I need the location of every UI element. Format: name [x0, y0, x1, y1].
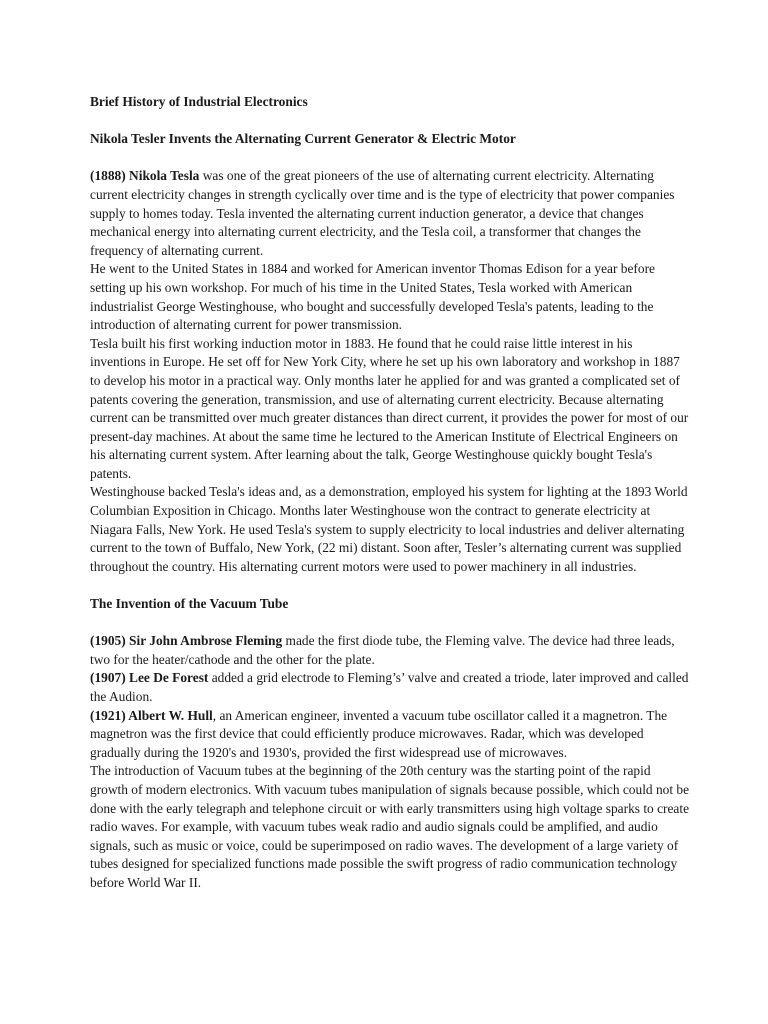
paragraph: [90, 335, 690, 484]
paragraph-text: Westinghouse backed Tesla's ideas and, as a demonstration, employed his system for lighting at the 1893 World Columbian Exposition in Chicago. Months later Westinghouse won the contract to generate electricity at Niagara Falls, New York. He used Tesla's system to supply electricity to local industries and deliver alternating current to the town of Buffalo, New York, (22 mi) distant. Soon after, Tesler’s alternating current was supplied throughout the country. His alternating current motors were used to power machinery in all industries.: [90, 484, 688, 574]
paragraph-text: was one of the great pioneers of the use of alternating current electricity. Alternating current electricity changes in strength cyclically over time and is the type of electricity that power companies supply to homes today. Tesla invented the alternating current induction generator, a device that changes mechanical energy into alternating current electricity, and the Tesla coil, a transformer that changes the frequency of alternating current.: [90, 168, 675, 258]
section-heading-vacuum-tube: The Invention of the Vacuum Tube: [90, 596, 289, 612]
paragraph-text: Tesla built his first working induction motor in 1883. He found that he could raise little interest in his inventions in Europe. He set off for New York City, where he set up his own laboratory and workshop in 1887 to develop his motor in a practical way. Only months later he applied for and was granted a complicated set of patents covering the generation, transmission, and use of alternating current electricity. Because alternating current can be transmitted over much greater distances than direct current, it provides the power for most of our present-day machines. At about the same time he lectured to the American Institute of Electrical Engineers on his alternating current system. After learning about the talk, George Westinghouse quickly bought Tesla's patents.: [90, 335, 689, 481]
paragraph-text: He went to the United States in 1884 and worked for American inventor Thomas Edison for a year before setting up his own workshop. For much of his time in the United States, Tesla worked with American industrialist George Westinghouse, who bought and successfully developed Tesla's patents, leading to the introduction of alternating current for power transmission.: [90, 261, 655, 333]
paragraph: [90, 167, 690, 260]
paragraph: [90, 260, 690, 334]
document-page: [90, 93, 690, 893]
paragraph: [90, 669, 690, 706]
paragraph-lead: (1907) Lee De Forest: [90, 670, 209, 686]
section-spacer: [90, 576, 690, 595]
paragraph: [90, 762, 690, 892]
paragraph-lead: (1921) Albert W. Hull: [90, 707, 213, 723]
paragraph-lead: (1905) Sir John Ambrose Fleming: [90, 633, 283, 649]
paragraph-text: , an American engineer, invented a vacuum tube oscillator called it a magnetron. The magnetron was the first device that could efficiently produce microwaves. Radar, which was developed gradually during the 1920's and 1930's, provided the first widespread use of microwaves.: [90, 707, 668, 760]
paragraph: [90, 632, 690, 669]
paragraph-lead: (1888) Nikola Tesla: [90, 168, 200, 184]
paragraph-text: added a grid electrode to Fleming’s’ valve and created a triode, later improved and called the Audion.: [90, 670, 689, 704]
paragraph-text: The introduction of Vacuum tubes at the beginning of the 20th century was the starting point of the rapid growth of modern electronics. With vacuum tubes manipulation of signals because possible, which could not be done with the early telegraph and telephone circuit or with early transmitters using high voltage sparks to create radio waves. For example, with vacuum tubes weak radio and audio signals could be amplified, and audio signals, such as music or voice, could be superimposed on radio waves. The development of a large variety of tubes designed for specialized functions made possible the swift progress of radio communication technology before World War II.: [90, 763, 690, 890]
document-title: Brief History of Industrial Electronics: [90, 94, 308, 109]
section-heading-tesla: Nikola Tesler Invents the Alternating Current Generator & Electric Motor: [90, 131, 516, 147]
paragraph-text: made the first diode tube, the Fleming valve. The device had three leads, two for the heater/cathode and the other for the plate.: [90, 633, 675, 667]
paragraph: [90, 707, 690, 763]
paragraph: [90, 483, 690, 576]
